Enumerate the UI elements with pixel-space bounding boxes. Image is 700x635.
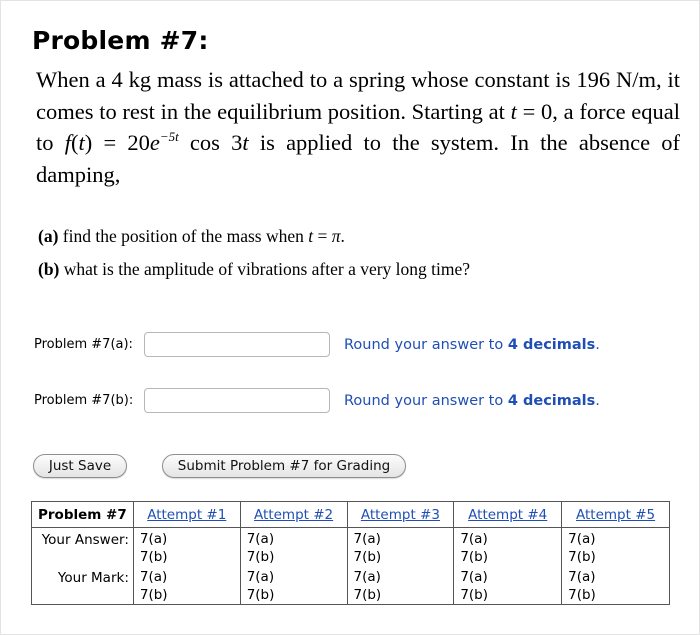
mark-cell: 7(a) 7(b) <box>562 566 670 605</box>
attempt-cell: 7(a) 7(b) <box>562 528 670 567</box>
answer-a-input[interactable] <box>144 332 330 357</box>
attempt-2-header <box>240 502 347 528</box>
attempts-table <box>31 501 670 605</box>
problem-title: Problem #7: <box>32 26 209 55</box>
mark-cell: 7(a) 7(b) <box>133 566 240 605</box>
your-mark-row <box>32 566 670 605</box>
attempt-4-header <box>454 502 562 528</box>
your-answer-row <box>32 528 670 567</box>
your-answer-label: Your Answer: <box>32 528 134 567</box>
mark-cell: 7(a) 7(b) <box>347 566 454 605</box>
just-save-button[interactable]: Just Save <box>33 454 127 478</box>
attempt-3-header <box>347 502 454 528</box>
attempt-1-header <box>133 502 240 528</box>
attempt-cell: 7(a) 7(b) <box>347 528 454 567</box>
attempt-5-link[interactable]: Attempt #5 <box>576 506 656 523</box>
attempt-4-link[interactable]: Attempt #4 <box>468 506 548 523</box>
problem-statement: When a 4 kg mass is attached to a spring whose constant is 196 N/m, it comes to rest in the equilibrium position. Starting at t = 0, a force equal to $f(t) = 20e^{-5t}$ cos 3t is applied to the system. In the absence of damping, <box>36 67 681 187</box>
answer-a-label: Problem #7(a): <box>34 337 133 352</box>
part-a-question: (a) find the position of the mass when t = π. <box>38 226 345 246</box>
answer-a-hint: Round your answer to 4 decimals. <box>344 337 600 353</box>
attempts-problem-header: Problem #7 <box>32 502 134 528</box>
your-mark-label: Your Mark: <box>32 566 134 605</box>
submit-problem-button[interactable]: Submit Problem #7 for Grading <box>162 454 406 478</box>
answer-b-input[interactable] <box>144 388 330 413</box>
attempt-5-header <box>562 502 670 528</box>
attempt-1-link[interactable]: Attempt #1 <box>147 506 227 523</box>
attempt-cell: 7(a) 7(b) <box>133 528 240 567</box>
attempt-3-link[interactable]: Attempt #3 <box>360 506 440 523</box>
attempt-cell: 7(a) 7(b) <box>454 528 562 567</box>
answer-b-hint: Round your answer to 4 decimals. <box>344 393 600 409</box>
mark-cell: 7(a) 7(b) <box>454 566 562 605</box>
attempt-cell: 7(a) 7(b) <box>240 528 347 567</box>
part-b-question: (b) what is the amplitude of vibrations after a very long time? <box>38 259 471 279</box>
attempt-2-link[interactable]: Attempt #2 <box>254 506 334 523</box>
mark-cell: 7(a) 7(b) <box>240 566 347 605</box>
answer-b-label: Problem #7(b): <box>34 393 134 408</box>
attempts-header-row <box>32 502 670 528</box>
